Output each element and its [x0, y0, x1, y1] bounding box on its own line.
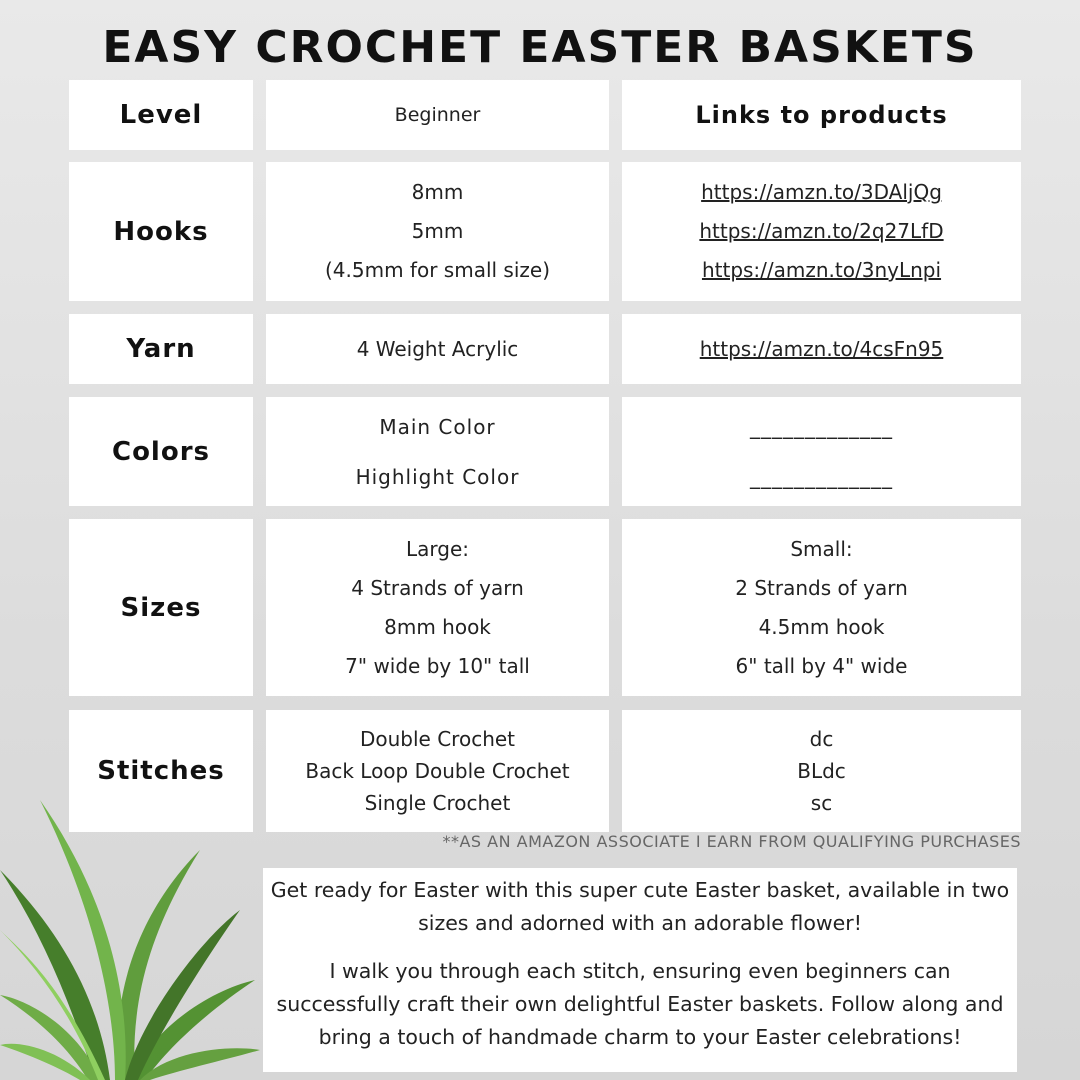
colors-blanks-cell	[622, 397, 1021, 506]
stitch-name-1: Double Crochet	[359, 727, 516, 751]
hooks-label-cell	[69, 162, 253, 301]
hook-link-2[interactable]: https://amzn.to/2q27LfD	[699, 219, 944, 243]
level-label: Level	[119, 100, 203, 130]
description-paragraph-1: Get ready for Easter with this super cute Easter basket, available in two sizes and adorned with an adorable flower!	[270, 878, 1010, 935]
hooks-label: Hooks	[113, 216, 209, 247]
stitch-abbr-1: dc	[809, 727, 834, 751]
highlight-color-label: Highlight Color	[355, 464, 520, 489]
plant-decoration-icon	[0, 780, 260, 1080]
stitch-name-3: Single Crochet	[364, 791, 511, 815]
yarn-link[interactable]: https://amzn.to/4csFn95	[699, 336, 944, 361]
level-label-cell	[69, 80, 253, 150]
stitch-abbr-2: BLdc	[797, 759, 846, 783]
links-header: Links to products	[695, 101, 948, 129]
hook-link-1[interactable]: https://amzn.to/3DAljQg	[701, 180, 942, 204]
small-hook: 4.5mm hook	[758, 614, 885, 639]
large-strands: 4 Strands of yarn	[351, 575, 524, 600]
page-title: EASY CROCHET EASTER BASKETS	[102, 22, 978, 73]
yarn-value-cell	[266, 314, 609, 384]
sizes-large-cell	[266, 519, 609, 696]
yarn-label-cell	[69, 314, 253, 384]
large-dimensions: 7" wide by 10" tall	[345, 653, 530, 678]
hook-size-3: (4.5mm for small size)	[325, 258, 550, 282]
stitches-label: Stitches	[97, 756, 225, 786]
sizes-label-cell	[69, 519, 253, 696]
hooks-links-cell	[622, 162, 1021, 301]
small-dimensions: 6" tall by 4" wide	[735, 653, 908, 678]
links-header-cell	[622, 80, 1021, 150]
main-color-label: Main Color	[379, 414, 496, 439]
stitches-names-cell	[266, 710, 609, 832]
colors-label: Colors	[111, 436, 210, 467]
hooks-values-cell	[266, 162, 609, 301]
large-size-heading: Large:	[405, 536, 469, 561]
hook-size-1: 8mm	[411, 180, 464, 204]
hook-link-3[interactable]: https://amzn.to/3nyLnpi	[701, 258, 942, 282]
colors-values-cell	[266, 397, 609, 506]
main-color-blank: _____________	[750, 414, 893, 439]
stitch-abbr-3: sc	[810, 791, 833, 815]
stitch-name-2: Back Loop Double Crochet	[305, 759, 570, 783]
sizes-small-cell	[622, 519, 1021, 696]
hook-size-2: 5mm	[411, 219, 464, 243]
description-box	[263, 868, 1017, 1072]
small-strands: 2 Strands of yarn	[735, 575, 908, 600]
yarn-link-cell	[622, 314, 1021, 384]
small-size-heading: Small:	[790, 536, 853, 561]
yarn-label: Yarn	[126, 334, 196, 364]
sizes-label: Sizes	[120, 592, 202, 623]
highlight-color-blank: _____________	[750, 464, 893, 489]
large-hook: 8mm hook	[384, 614, 491, 639]
description-paragraph-2: I walk you through each stitch, ensuring even beginners can successfully craft their own delightful Easter baskets. Follow along and bring a touch of handmade charm to your Easter celebrations!	[276, 959, 1004, 1049]
affiliate-disclaimer: **AS AN AMAZON ASSOCIATE I EARN FROM QUALIFYING PURCHASES	[442, 832, 1021, 851]
yarn-value: 4 Weight Acrylic	[356, 336, 519, 361]
level-value: Beginner	[394, 103, 481, 126]
colors-label-cell	[69, 397, 253, 506]
level-value-cell	[266, 80, 609, 150]
stitches-abbr-cell	[622, 710, 1021, 832]
